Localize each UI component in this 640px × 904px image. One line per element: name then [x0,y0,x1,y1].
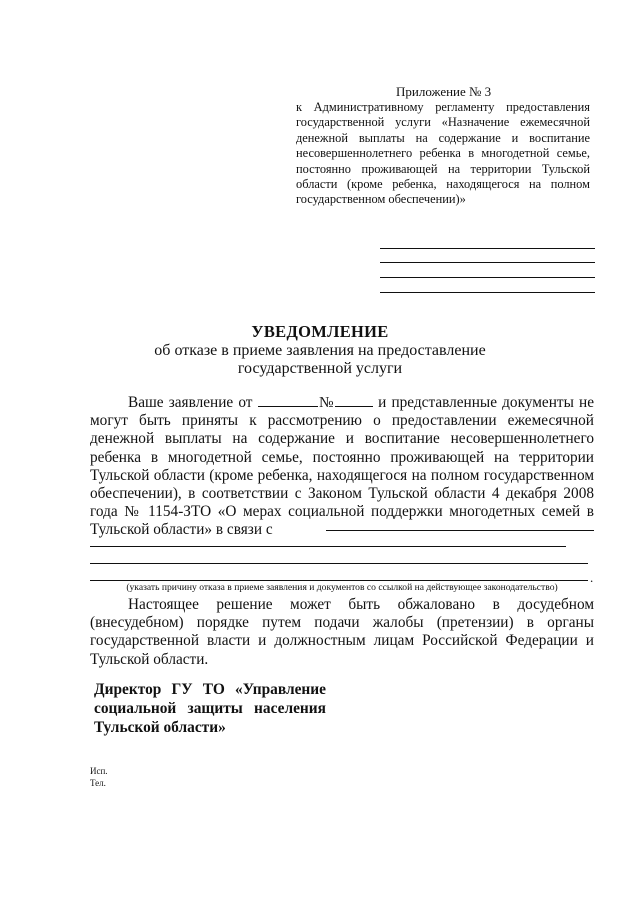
reason-note: (указать причину отказа в приеме заявления и документов со ссылкой на действующее законодательство) [126,582,558,593]
executor-label: Исп. [90,766,108,776]
reason-line-1 [326,530,594,531]
document-title: УВЕДОМЛЕНИЕ [251,322,389,341]
reason-line-2 [90,546,566,547]
paragraph-refusal-body: и представленные документы не могут быть приняты к рассмотрению о предоставлении ежемесячной денежной выплаты на содержание и воспитание несовершеннолетнего ребенка в многодетной семье, постоянно проживающей на территории Тульской области (кроме ребенка, находящегося на полном государственном обеспечении), в соответствии с Законом Тульской области 4 декабря 2008 года № 1154-ЗТО «О мерах социальной поддержки многодетных семей в Тульской области» в связи с [90,394,595,539]
paragraph-refusal [90,394,594,540]
signature-line-1 [380,248,595,249]
paragraph-appeal: Настоящее решение может быть обжаловано в досудебном (внесудебном) порядке путем подачи жалобы (претензии) в органы государственной власти и должностным лицам Российской Федерации и Тульской области. [90,596,594,668]
number-sign: № [317,394,335,411]
appendix-number: Приложение № 3 [396,84,492,99]
date-blank [258,394,318,407]
paragraph-refusal-start: Ваше заявление от [128,394,253,411]
subtitle-line-2: государственной услуги [237,360,403,377]
subtitle-line-1: об отказе в приеме заявления на предоставление [154,342,486,359]
number-blank [335,394,373,407]
director-signature: Директор ГУ ТО «Управление социальной защиты населения Тульской области» [94,681,326,736]
phone-label: Тел. [90,778,106,788]
end-dot: . [590,570,594,585]
signature-line-4 [380,292,595,293]
appendix-description: к Административному регламенту предоставления государственной услуги «Назначение ежемесячной денежной выплаты на содержание и воспитание несовершеннолетнего ребенка в многодетной семье, постоянно проживающей на территории Тульской области (кроме ребенка, находящегося на полном государственном обеспечении)» [296,100,590,207]
signature-line-2 [380,262,595,263]
document-subtitle [0,342,640,378]
signature-line-3 [380,277,595,278]
reason-line-3 [90,563,588,564]
reason-line-4 [90,580,588,581]
